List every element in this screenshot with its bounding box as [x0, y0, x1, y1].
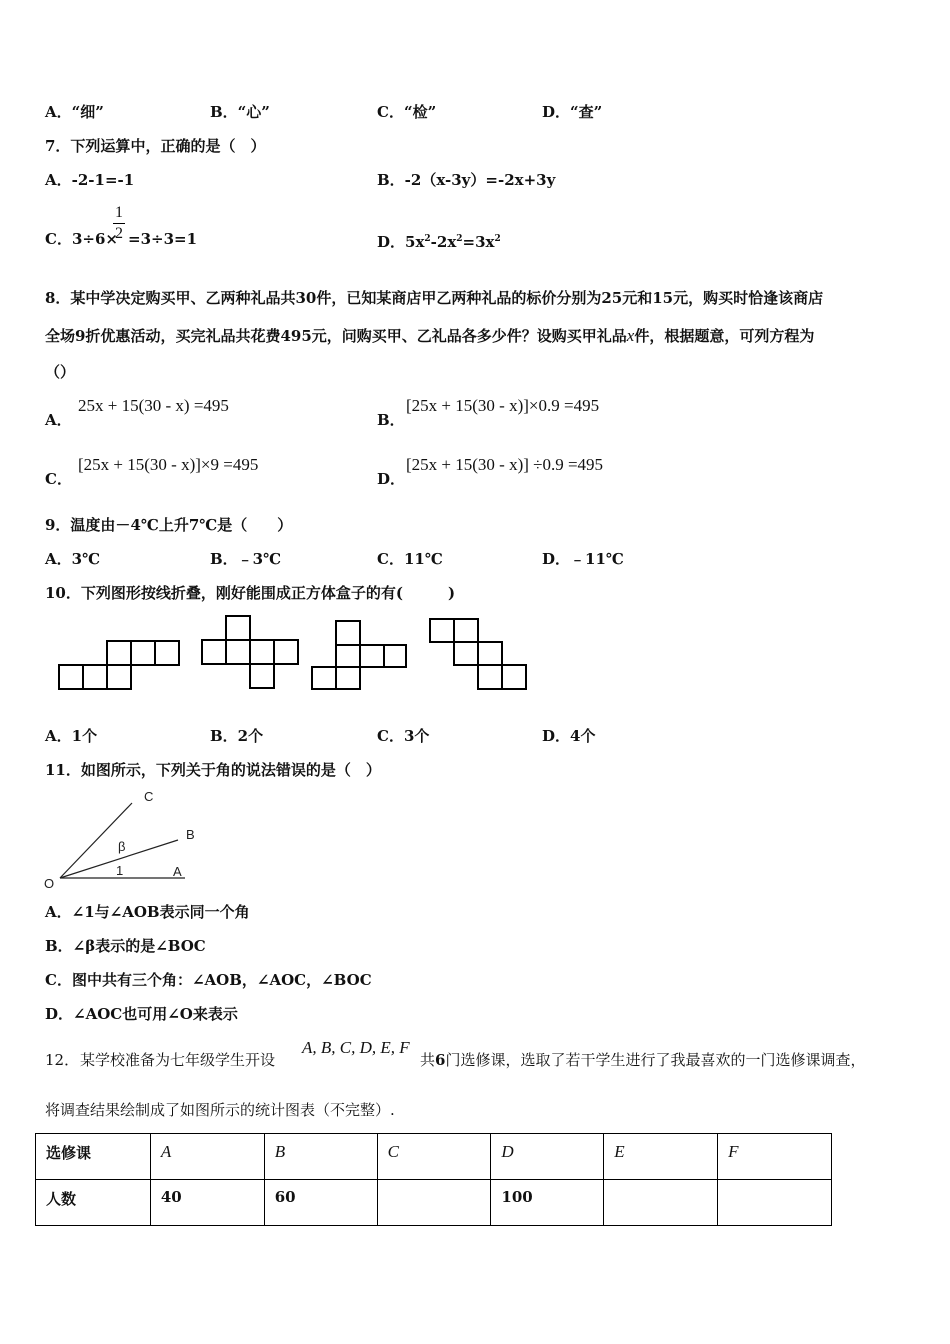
- q11-option-c: C．图中共有三个角：∠AOB，∠AOC，∠BOC: [45, 971, 372, 989]
- table-cell: [718, 1180, 832, 1226]
- table-cell: 100: [491, 1180, 604, 1226]
- q12-stem-line2: 将调查结果绘制成了如图所示的统计图表（不完整）.: [45, 1101, 395, 1119]
- q8-line2-b: 件，根据题意，可列方程为: [634, 327, 815, 345]
- q7-d-part3: =3x: [462, 233, 495, 251]
- q9-option-a: A．3℃: [45, 550, 101, 568]
- q7-option-d: [377, 229, 501, 252]
- label-angle-1: 1: [116, 863, 124, 878]
- table-header-cell: D: [491, 1134, 604, 1180]
- table-cell: [604, 1180, 718, 1226]
- q12-stem-c: 门选修课，选取了若干学生进行了我最喜欢的一门选修课调查，: [445, 1051, 866, 1069]
- q9-option-c: C．11℃: [377, 550, 443, 568]
- q11-option-a: A．∠1与∠AOB表示同一个角: [45, 903, 250, 921]
- fraction-denominator: 2: [115, 225, 123, 242]
- q12-number: 12．: [45, 1051, 80, 1069]
- q12-elective-table: [35, 1133, 832, 1226]
- q6-option-a: A．“细”: [45, 103, 104, 121]
- q8-option-a-equation: 25x + 15(30 - x) =495: [78, 396, 229, 415]
- q11-angle-figure: [40, 785, 210, 895]
- q7-fraction: [113, 204, 125, 243]
- table-header-cell: C: [377, 1134, 491, 1180]
- q10-stem: 10．下列图形按线折叠，刚好能围成正方体盒子的有( ): [45, 584, 456, 602]
- q8-variable-x: x: [626, 326, 635, 345]
- q7-d-exp3: 2: [494, 234, 501, 244]
- q6-option-b: B．“心”: [210, 103, 270, 121]
- q8-option-c-equation: [25x + 15(30 - x)]×9 =495: [78, 455, 259, 474]
- label-o: O: [44, 876, 55, 891]
- q12-stem-b-line: [420, 1050, 865, 1070]
- q7-option-c-suffix: =3÷3=1: [128, 230, 198, 248]
- q12-count: 6: [435, 1051, 446, 1069]
- cube-net-1: [59, 641, 179, 689]
- table-cell: 40: [150, 1180, 264, 1226]
- q8-option-a-label: A．: [45, 411, 72, 429]
- table-header-cell: A: [150, 1134, 264, 1180]
- table-cell: 人数: [36, 1180, 151, 1226]
- q8-option-d-label: D．: [377, 470, 406, 488]
- q10-option-d: D．4个: [542, 727, 596, 745]
- q6-option-c: C．“检”: [377, 103, 437, 121]
- label-c: C: [144, 789, 154, 804]
- q11-option-b: B．∠β表示的是∠BOC: [45, 937, 206, 955]
- q8-stem-line2: [45, 326, 814, 346]
- q7-d-exp1: 2: [424, 234, 431, 244]
- q8-option-d-equation: [25x + 15(30 - x)] ÷0.9 =495: [406, 455, 604, 474]
- cube-net-3: [312, 621, 406, 689]
- q9-option-d: D．﹣11℃: [542, 550, 624, 568]
- label-beta: β: [118, 839, 126, 854]
- q8-line2-a: 全场9折优惠活动，买完礼品共花费495元，问购买甲、乙礼品各多少件？设购买甲礼品: [45, 327, 627, 345]
- table-cell: [377, 1180, 491, 1226]
- q6-option-d: D．“查”: [542, 103, 603, 121]
- q12-stem-b: 共: [420, 1051, 436, 1069]
- q8-stem-line1: 8．某中学决定购买甲、乙两种礼品共30件，已知某商店甲乙两种礼品的标价分别为25元和15元，购买时恰逢该商店: [45, 289, 824, 307]
- table-row: [36, 1134, 832, 1180]
- fraction-numerator: 1: [115, 204, 123, 221]
- q7-option-b: B．-2（x-3y）=-2x+3y: [377, 171, 556, 189]
- q10-option-b: B．2个: [210, 727, 264, 745]
- q7-stem: 7．下列运算中，正确的是（ ）: [45, 137, 266, 155]
- fraction-bar: [113, 223, 125, 224]
- table-cell: 60: [264, 1180, 377, 1226]
- q7-option-c-prefix: C．3÷6×: [45, 230, 118, 248]
- table-header-cell: F: [718, 1134, 832, 1180]
- cube-net-2: [202, 616, 298, 688]
- q7-d-exp2: 2: [456, 234, 463, 244]
- label-b: B: [186, 827, 195, 842]
- q8-stem-line3: （）: [45, 363, 76, 381]
- q10-option-c: C．3个: [377, 727, 430, 745]
- q8-option-b-label: B．: [377, 411, 405, 429]
- q10-option-a: A．1个: [45, 727, 98, 745]
- q8-option-c-label: C．: [45, 470, 72, 488]
- table-header-cell: B: [264, 1134, 377, 1180]
- q7-d-label: D．: [377, 233, 406, 251]
- q9-stem: 9．温度由－4℃上升7℃是（ ）: [45, 516, 293, 534]
- q12-course-letters: A, B, C, D, E, F: [302, 1038, 410, 1057]
- q11-stem: 11．如图所示，下列关于角的说法错误的是（ ）: [45, 761, 381, 779]
- table-header-cell: 选修课: [36, 1134, 151, 1180]
- q11-option-d: D．∠AOC也可用∠O来表示: [45, 1005, 238, 1023]
- table-header-cell: E: [604, 1134, 718, 1180]
- q9-option-b: B．﹣3℃: [210, 550, 282, 568]
- q7-d-part1: 5x: [405, 233, 425, 251]
- q7-d-part2: -2x: [430, 233, 457, 251]
- q8-option-b-equation: [25x + 15(30 - x)]×0.9 =495: [406, 396, 600, 415]
- q7-option-a: A．-2-1=-1: [45, 171, 135, 189]
- label-a: A: [173, 864, 182, 879]
- table-row: [36, 1180, 832, 1226]
- q12-stem-a: 某学校准备为七年级学生开设: [80, 1051, 276, 1069]
- cube-net-4: [430, 619, 526, 689]
